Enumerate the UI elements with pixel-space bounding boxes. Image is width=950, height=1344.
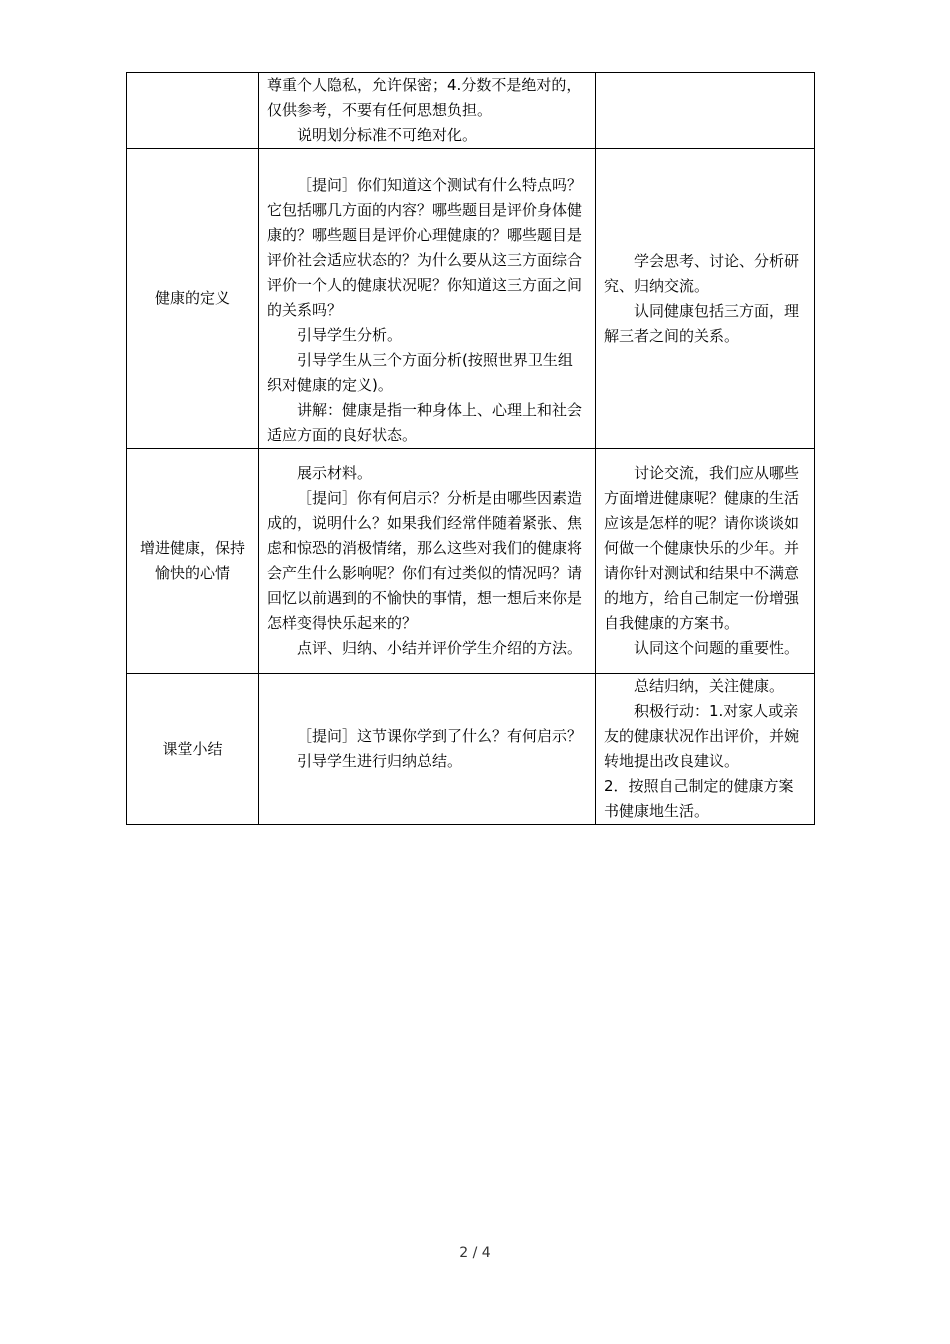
- teacher-activity-cell: [259, 149, 596, 449]
- topic-cell: 健康的定义: [127, 149, 259, 449]
- student-paragraph: 2．按照自己制定的健康方案书健康地生活。: [604, 777, 794, 820]
- page-number: 2 / 4: [459, 1245, 491, 1261]
- lesson-plan-table: [126, 72, 815, 825]
- table-row: [127, 149, 815, 449]
- topic-cell: 课堂小结: [127, 674, 259, 825]
- topic-cell: 增进健康，保持愉快的心情: [127, 449, 259, 674]
- student-activity-cell: [596, 674, 815, 825]
- student-paragraph: 积极行动：1.对家人或亲友的健康状况作出评价，并婉转地提出改良建议。: [604, 702, 800, 770]
- student-paragraph: 学会思考、讨论、分析研究、归纳交流。: [604, 251, 800, 295]
- table-row: [127, 449, 815, 674]
- teacher-paragraph: 展示材料。: [297, 464, 373, 482]
- teacher-paragraph: ［提问］你们知道这个测试有什么特点吗？它包括哪几方面的内容？哪些题目是评价身体健康的？哪些题目是评价心理健康的？哪些题目是评价社会适应状态的？为什么要从这三方面综合评价一个人的健康状况呢？你知道这三方面之间的关系吗？: [267, 176, 583, 319]
- student-activity-cell: [596, 73, 815, 149]
- student-paragraph: 认同健康包括三方面，理解三者之间的关系。: [604, 301, 800, 345]
- table-row: [127, 674, 815, 825]
- teacher-paragraph: 引导学生从三个方面分析(按照世界卫生组织对健康的定义)。: [267, 351, 573, 394]
- student-activity-cell: [596, 149, 815, 449]
- teacher-paragraph: 尊重个人隐私，允许保密；4.分数不是绝对的，仅供参考，不要有任何思想负担。: [267, 76, 582, 119]
- teacher-paragraph: 讲解：健康是指一种身体上、心理上和社会适应方面的良好状态。: [267, 401, 583, 444]
- student-paragraph: 讨论交流，我们应从哪些方面增进健康呢？健康的生活应该是怎样的呢？请你谈谈如何做一个健康快乐的少年。并请你针对测试和结果中不满意的地方，给自己制定一份增强自我健康的方案书。: [604, 464, 800, 632]
- teacher-paragraph: 引导学生进行归纳总结。: [297, 752, 463, 770]
- table-row: [127, 73, 815, 149]
- teacher-paragraph: 点评、归纳、小结并评价学生介绍的方法。: [297, 639, 583, 657]
- teacher-paragraph: ［提问］你有何启示？分析是由哪些因素造成的，说明什么？如果我们经常伴随着紧张、焦虑和惊恐的消极情绪，那么这些对我们的健康将会产生什么影响呢？你们有过类似的情况吗？请回忆以前遇到的不愉快的事情，想一想后来你是怎样变得快乐起来的？: [267, 489, 583, 632]
- topic-cell: [127, 73, 259, 149]
- student-activity-cell: [596, 449, 815, 674]
- teacher-activity-cell: [259, 674, 596, 825]
- student-paragraph: 总结归纳，关注健康。: [634, 677, 785, 695]
- teacher-paragraph: ［提问］这节课你学到了什么？有何启示？: [297, 727, 583, 745]
- student-paragraph: 认同这个问题的重要性。: [634, 639, 800, 657]
- teacher-activity-cell: [259, 449, 596, 674]
- teacher-paragraph: 说明划分标准不可绝对化。: [297, 126, 478, 144]
- teacher-activity-cell: [259, 73, 596, 149]
- teacher-paragraph: 引导学生分析。: [297, 326, 403, 344]
